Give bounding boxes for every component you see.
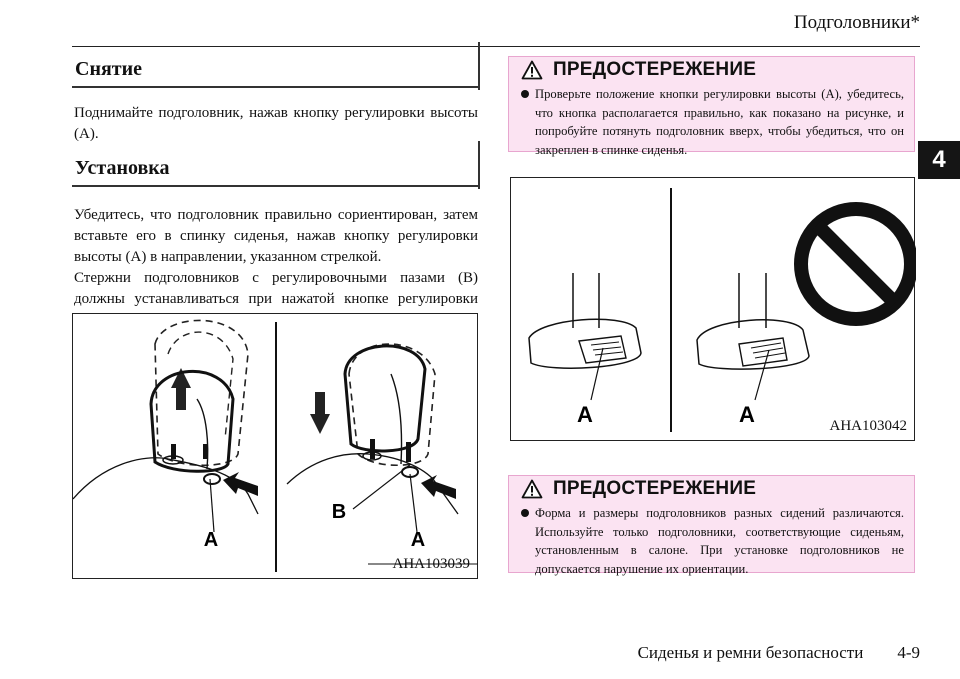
button-orientation-figure bbox=[510, 177, 915, 441]
warning-box-top bbox=[508, 56, 915, 157]
header-rule bbox=[72, 46, 920, 47]
warning-heading bbox=[509, 476, 914, 502]
warning-text: Форма и размеры подголовников разных сидений различаются. Используйте только подголовники, соответствующие сиденьям, установленным в салоне. При установке подголовников не допускается нарушение их ориентации. bbox=[535, 506, 904, 576]
footer-section: Сиденья и ремни безопасности bbox=[637, 643, 864, 662]
press-arrow-icon bbox=[421, 475, 456, 499]
label-a-left: A bbox=[203, 529, 219, 551]
warning-heading-text: ПРЕДОСТЕРЕЖЕНИЕ bbox=[553, 59, 757, 80]
installation-paragraph-2: Стержни подголовников с регулировочными пазами (B) должны устанавливаться при нажатой кнопке регулировки bbox=[74, 270, 478, 307]
removal-text: Поднимайте подголовник, нажав кнопку регулировки высоты (A). bbox=[74, 105, 478, 142]
headrest-installation-figure bbox=[72, 313, 478, 579]
chapter-tab: 4 bbox=[918, 141, 960, 179]
page-footer bbox=[638, 643, 920, 663]
bullet-icon bbox=[521, 90, 529, 98]
figure-code: AHA103039 bbox=[392, 556, 470, 572]
warning-triangle-icon bbox=[521, 60, 543, 80]
warning-text: Проверьте положение кнопки регулировки высоты (A), убедитесь, что кнопка располагается правильно, как показано на рисунке, и попробуйте потянуть подголовник вверх, чтобы убедиться, что он закреплен в спинке сиденья. bbox=[535, 87, 904, 157]
warning-body bbox=[509, 83, 914, 159]
warning-heading-text: ПРЕДОСТЕРЕЖЕНИЕ bbox=[553, 478, 757, 499]
page-header-title: Подголовники* bbox=[793, 12, 920, 33]
label-b: B bbox=[331, 501, 347, 523]
headrest-illustration bbox=[73, 314, 479, 580]
label-a-wrong: A bbox=[739, 402, 755, 427]
orientation-illustration bbox=[511, 178, 916, 442]
removal-section-title: Снятие bbox=[72, 58, 478, 88]
label-a-right: A bbox=[410, 529, 426, 551]
warning-triangle-icon bbox=[521, 479, 543, 499]
warning-heading bbox=[509, 57, 914, 83]
installation-paragraph-1: Убедитесь, что подголовник правильно сориентирован, затем вставьте его в спинку сиденья, нажав кнопку регулировки высоты (A) в направлении, указанном стрелкой. bbox=[74, 207, 478, 265]
page-number: 4-9 bbox=[897, 643, 920, 662]
warning-body bbox=[509, 502, 914, 578]
installation-section-title: Установка bbox=[72, 157, 478, 187]
down-arrow-icon bbox=[310, 392, 330, 434]
label-a-correct: A bbox=[577, 402, 593, 427]
press-arrow-icon bbox=[223, 472, 258, 496]
warning-box-bottom bbox=[508, 475, 915, 576]
bullet-icon bbox=[521, 509, 529, 517]
figure-code: AHA103042 bbox=[829, 418, 907, 434]
